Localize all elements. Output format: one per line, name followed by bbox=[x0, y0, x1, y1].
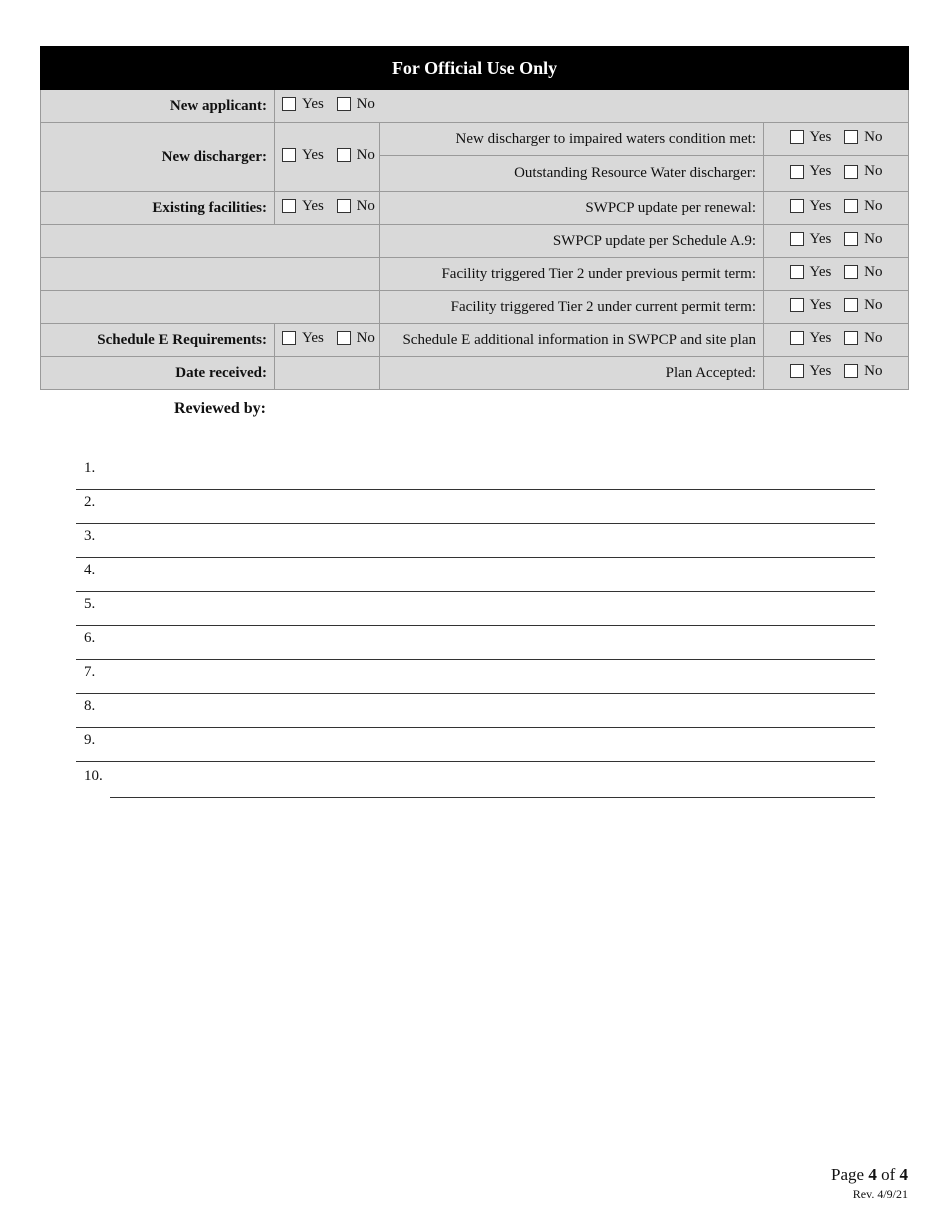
schedule-e-info-yes-checkbox[interactable] bbox=[790, 331, 804, 345]
impaired-waters-options bbox=[764, 123, 909, 156]
no-label: No bbox=[864, 197, 883, 214]
reviewer-line-3[interactable] bbox=[76, 524, 875, 558]
line-number: 10. bbox=[84, 768, 103, 784]
swpcp-renewal-label: SWPCP update per renewal: bbox=[380, 192, 764, 225]
page-of: of bbox=[881, 1165, 896, 1184]
line-number: 5. bbox=[84, 596, 96, 612]
line-number: 2. bbox=[84, 494, 96, 510]
page-number bbox=[831, 1165, 908, 1185]
yes-label: Yes bbox=[809, 296, 832, 313]
no-label: No bbox=[864, 296, 883, 313]
outstanding-resource-yes-checkbox[interactable] bbox=[790, 165, 804, 179]
no-label: No bbox=[864, 263, 883, 280]
schedule-e-options bbox=[275, 324, 380, 357]
new-applicant-label: New applicant: bbox=[41, 90, 275, 123]
line-number: 6. bbox=[84, 630, 96, 646]
line-number: 1. bbox=[84, 460, 96, 476]
schedule-e-yes-checkbox[interactable] bbox=[282, 331, 296, 345]
schedule-e-no-checkbox[interactable] bbox=[337, 331, 351, 345]
existing-facilities-yes-checkbox[interactable] bbox=[282, 199, 296, 213]
tier2-previous-label: Facility triggered Tier 2 under previous permit term: bbox=[380, 258, 764, 291]
line-number: 8. bbox=[84, 698, 96, 714]
tier2-current-yes-checkbox[interactable] bbox=[790, 298, 804, 312]
tier2-previous-no-checkbox[interactable] bbox=[844, 265, 858, 279]
swpcp-schedule-label: SWPCP update per Schedule A.9: bbox=[380, 225, 764, 258]
row-date-received bbox=[41, 357, 909, 390]
no-label: No bbox=[356, 146, 375, 163]
new-applicant-yes-checkbox[interactable] bbox=[282, 97, 296, 111]
schedule-e-label: Schedule E Requirements: bbox=[41, 324, 275, 357]
date-received-field[interactable] bbox=[275, 357, 380, 390]
row-swpcp-schedule bbox=[41, 225, 909, 258]
line-number: 7. bbox=[84, 664, 96, 680]
tier2-previous-yes-checkbox[interactable] bbox=[790, 265, 804, 279]
row-existing-facilities bbox=[41, 192, 909, 225]
revision-date: Rev. 4/9/21 bbox=[852, 1187, 908, 1201]
yes-label: Yes bbox=[809, 329, 832, 346]
reviewer-line-6[interactable] bbox=[76, 626, 875, 660]
reviewer-line-4[interactable] bbox=[76, 558, 875, 592]
yes-label: Yes bbox=[809, 230, 832, 247]
existing-facilities-options bbox=[275, 192, 380, 225]
outstanding-resource-no-checkbox[interactable] bbox=[844, 165, 858, 179]
swpcp-schedule-yes-checkbox[interactable] bbox=[790, 232, 804, 246]
outstanding-resource-label: Outstanding Resource Water discharger: bbox=[380, 156, 764, 192]
plan-accepted-yes-checkbox[interactable] bbox=[790, 364, 804, 378]
yes-label: Yes bbox=[302, 329, 324, 346]
row-new-discharger bbox=[41, 123, 909, 156]
no-label: No bbox=[864, 329, 883, 346]
line-number: 9. bbox=[84, 732, 96, 748]
reviewer-line-5[interactable] bbox=[76, 592, 875, 626]
plan-accepted-options bbox=[764, 357, 909, 390]
new-discharger-options bbox=[275, 123, 380, 192]
schedule-e-info-options bbox=[764, 324, 909, 357]
empty-cell bbox=[41, 258, 380, 291]
no-label: No bbox=[356, 197, 375, 214]
swpcp-renewal-no-checkbox[interactable] bbox=[844, 199, 858, 213]
row-tier2-current bbox=[41, 291, 909, 324]
reviewer-line-9[interactable] bbox=[76, 728, 875, 762]
tier2-current-no-checkbox[interactable] bbox=[844, 298, 858, 312]
reviewer-line-10[interactable] bbox=[84, 764, 875, 798]
empty-cell bbox=[41, 225, 380, 258]
swpcp-schedule-options bbox=[764, 225, 909, 258]
swpcp-schedule-no-checkbox[interactable] bbox=[844, 232, 858, 246]
reviewer-line-2[interactable] bbox=[76, 490, 875, 524]
no-label: No bbox=[864, 163, 883, 180]
no-label: No bbox=[864, 128, 883, 145]
reviewer-line-1[interactable] bbox=[76, 456, 875, 490]
no-label: No bbox=[356, 329, 375, 346]
new-discharger-no-checkbox[interactable] bbox=[337, 148, 351, 162]
no-label: No bbox=[864, 362, 883, 379]
plan-accepted-label: Plan Accepted: bbox=[380, 357, 764, 390]
new-discharger-yes-checkbox[interactable] bbox=[282, 148, 296, 162]
yes-label: Yes bbox=[302, 197, 324, 214]
tier2-previous-options bbox=[764, 258, 909, 291]
existing-facilities-no-checkbox[interactable] bbox=[337, 199, 351, 213]
yes-label: Yes bbox=[809, 362, 832, 379]
reviewer-line-8[interactable] bbox=[76, 694, 875, 728]
page-total: 4 bbox=[899, 1165, 908, 1184]
yes-label: Yes bbox=[302, 146, 324, 163]
schedule-e-info-label: Schedule E additional information in SWPCP and site plan bbox=[380, 324, 764, 357]
official-use-table bbox=[40, 46, 909, 390]
yes-label: Yes bbox=[809, 128, 832, 145]
yes-label: Yes bbox=[302, 95, 324, 112]
impaired-waters-yes-checkbox[interactable] bbox=[790, 130, 804, 144]
reviewer-line-7[interactable] bbox=[76, 660, 875, 694]
schedule-e-info-no-checkbox[interactable] bbox=[844, 331, 858, 345]
new-discharger-label: New discharger: bbox=[41, 123, 275, 192]
row-tier2-previous bbox=[41, 258, 909, 291]
no-label: No bbox=[864, 230, 883, 247]
official-use-title: For Official Use Only bbox=[41, 47, 909, 90]
existing-facilities-label: Existing facilities: bbox=[41, 192, 275, 225]
empty-cell bbox=[41, 291, 380, 324]
row-schedule-e bbox=[41, 324, 909, 357]
page-current: 4 bbox=[868, 1165, 877, 1184]
new-applicant-options bbox=[275, 90, 909, 123]
yes-label: Yes bbox=[809, 197, 832, 214]
outstanding-resource-options bbox=[764, 156, 909, 192]
swpcp-renewal-options bbox=[764, 192, 909, 225]
yes-label: Yes bbox=[809, 263, 832, 280]
yes-label: Yes bbox=[809, 163, 832, 180]
impaired-waters-no-checkbox[interactable] bbox=[844, 130, 858, 144]
plan-accepted-no-checkbox[interactable] bbox=[844, 364, 858, 378]
tier2-current-label: Facility triggered Tier 2 under current permit term: bbox=[380, 291, 764, 324]
page-prefix: Page bbox=[831, 1165, 865, 1184]
new-applicant-no-checkbox[interactable] bbox=[337, 97, 351, 111]
reviewed-by-label: Reviewed by: bbox=[174, 400, 266, 417]
no-label: No bbox=[356, 95, 375, 112]
line-number: 3. bbox=[84, 528, 96, 544]
row-new-applicant bbox=[41, 90, 909, 123]
impaired-waters-label: New discharger to impaired waters condition met: bbox=[380, 123, 764, 156]
tier2-current-options bbox=[764, 291, 909, 324]
date-received-label: Date received: bbox=[41, 357, 275, 390]
swpcp-renewal-yes-checkbox[interactable] bbox=[790, 199, 804, 213]
line-number: 4. bbox=[84, 562, 96, 578]
